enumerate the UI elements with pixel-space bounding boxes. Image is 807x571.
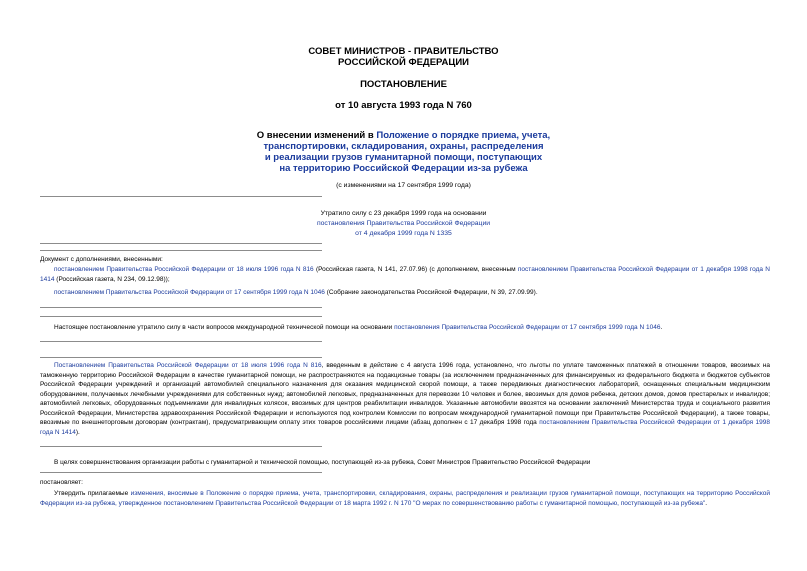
divider <box>40 196 322 197</box>
amendment-1-text-2: (Российская газета, N 234, 09.12.98)); <box>54 275 170 283</box>
partial-repeal-link[interactable]: постановления Правительства Российской Федерации от 17 сентября 1999 года N 1046 <box>394 324 661 331</box>
customs-note-text: , введенным в действие с 4 августа 1996 года, установлено, что льготы по уплате таможенных платежей в отношении товаров, ввозимых на таможенную территорию Российской Федерации в качестве гуманитарной помощи, не распространяются на подакцизные товары (за исключением предназначенных для финансируемых из федерального бюджета и бюджетов субъектов Российской Федерации учреждений и организаций автомобилей специального назначения для оказания медицинской скорой помощи, а также передвижных диагностических лабораторий, оснащенных специальным медицинским оборудованием, получаемых лечебными учреждениями для собственных нужд; автомобилей легковых, предназначенных для перевозки 10 человек и более, ввозимых для домов ребенка, детских домов, домов престарелых и инвалидов; автомобилей легковых, оборудованных подъемниками для инвалидных колясок, ввозимых для центров реабилитации инвалидов. Указанные автомобили ввозятся на основании заключений Министерства труда и социального развития Российской Федерации, Министерства здравоохранения Российской Федерации и используются под контролем Комиссии по вопросам международной гуманитарной помощи при Правительстве Российской Федерации), а также товары, ввозимые по внешнеторговым договорам (контрактам), предусматривающим оплату этих товаров российскими лицами (абзац дополнен с 17 декабря 1998 года <box>40 362 770 426</box>
amendment-1-link-2[interactable]: постановлением Правительства Российской Федерации от 1 декабря 1998 года N 1414 <box>40 266 770 283</box>
changes-note: (с изменениями на 17 сентября 1999 года) <box>336 182 471 189</box>
amendment-2-link[interactable]: постановлением Правительства Российской Федерации от 17 сентября 1999 года N 1046 <box>54 289 325 296</box>
amendment-1-text: (Российская газета, N 141, 27.07.96) (с дополнением, внесенным <box>313 266 518 273</box>
divider <box>40 357 322 358</box>
customs-note-link-2[interactable]: постановлением Правительства Российской Федерации от 1 декабря 1998 года N 1414 <box>40 419 770 436</box>
repeal-line2 <box>0 219 807 228</box>
subject-line4 <box>0 163 807 174</box>
subject-line2 <box>0 141 807 152</box>
customs-note-end: ). <box>75 428 80 436</box>
partial-repeal-end: . <box>660 324 663 331</box>
divider <box>40 250 322 251</box>
subject-link-1[interactable]: Положение о порядке приема, учета, <box>376 130 551 141</box>
subject-link-2[interactable]: транспортировки, складирования, охраны, распределения <box>263 141 544 152</box>
divider <box>40 316 322 317</box>
partial-repeal <box>40 323 770 333</box>
amendment-1 <box>40 265 770 284</box>
amendment-2-text: (Собрание законодательства Российской Федерации, N 39, 27.09.99). <box>324 289 538 296</box>
subject-link-3[interactable]: и реализации грузов гуманитарной помощи, поступающих <box>264 152 543 163</box>
decides: постановляет: <box>40 479 83 486</box>
customs-note <box>40 361 770 437</box>
repeal-link-1[interactable]: постановления Правительства Российской Федерации <box>316 220 491 227</box>
divider <box>40 472 322 473</box>
doc-type: ПОСТАНОВЛЕНИЕ <box>360 79 447 90</box>
org-title-line1: СОВЕТ МИНИСТРОВ - ПРАВИТЕЛЬСТВО <box>308 46 499 57</box>
subject-link-4[interactable]: на территорию Российской Федерации из-за рубежа <box>279 163 528 174</box>
customs-note-link[interactable]: Постановлением Правительства Российской Федерации от 18 июля 1996 года N 816 <box>54 362 322 369</box>
amendment-2 <box>40 288 770 298</box>
approve-link[interactable]: изменения, вносимые в Положение о порядке приема, учета, транспортировки, складирования, охраны, распределения и реализации грузов гуманитарной помощи, поступающих на территорию Российской Федерации из-за рубежа, утвержденное постановлением Правительства Российской Федерации от 18 марта 1992 г. N 170 "О мерах по совершенствованию работы с гуманитарной помощью, поступающей из-за рубежа" <box>40 490 770 507</box>
subject-prefix: О внесении изменений в <box>256 130 377 141</box>
preamble: В целях совершенствования организации работы с гуманитарной и технической помощью, поступающей из-за рубежа, Совет Министров Правительство Российской Федерации <box>54 459 591 466</box>
divider <box>40 243 322 244</box>
amendment-1-link[interactable]: постановлением Правительства Российской Федерации от 18 июля 1996 года N 816 <box>54 266 314 273</box>
repeal-link-2[interactable]: от 4 декабря 1999 года N 1335 <box>355 230 452 237</box>
subject-line1 <box>0 130 807 141</box>
partial-repeal-text: Настоящее постановление утратило силу в части вопросов международной технической помощи на основании <box>54 324 395 331</box>
amendments-intro: Документ с дополнениями, внесенными: <box>40 256 163 263</box>
subject-line3 <box>0 152 807 163</box>
repeal-line3 <box>0 229 807 238</box>
approve-paragraph <box>40 489 770 508</box>
divider <box>40 446 322 447</box>
repeal-line1: Утратило силу с 23 декабря 1999 года на основании <box>320 210 487 217</box>
divider <box>40 341 322 342</box>
approve-end: . <box>705 499 708 507</box>
org-title-line2: РОССИЙСКОЙ ФЕДЕРАЦИИ <box>337 57 469 68</box>
divider <box>40 307 322 308</box>
approve-text: Утвердить прилагаемые <box>54 490 131 497</box>
doc-date: от 10 августа 1993 года N 760 <box>335 100 472 111</box>
